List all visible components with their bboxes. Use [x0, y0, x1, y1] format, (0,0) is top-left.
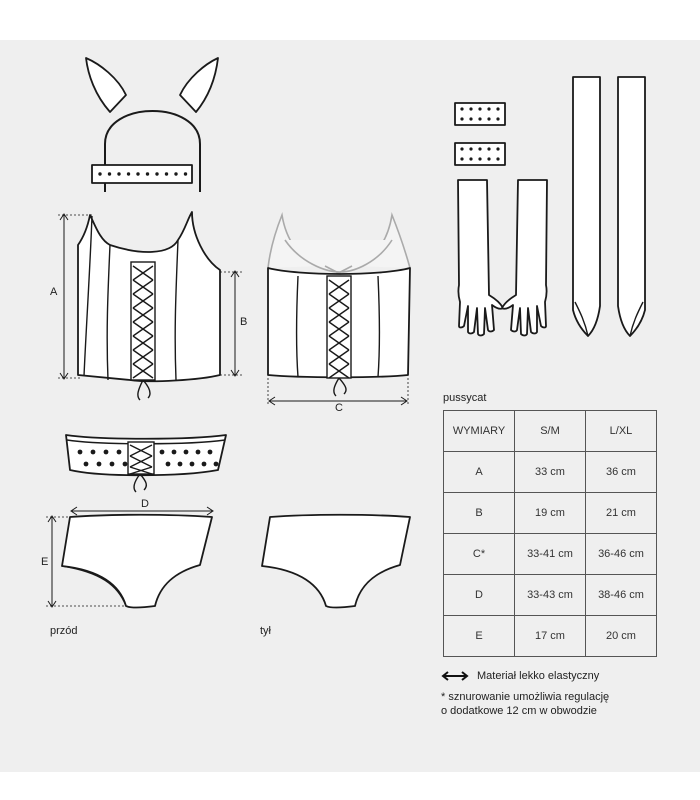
stud: [460, 107, 463, 110]
table-row: [444, 575, 657, 616]
label-front: przód: [50, 625, 78, 637]
table-cell: 20 cm: [586, 616, 657, 657]
stud: [127, 172, 130, 175]
panties-back: [262, 515, 410, 608]
studded-cuffs: [455, 103, 505, 165]
stud: [174, 172, 177, 175]
table-row: [444, 452, 657, 493]
footnote: [441, 690, 609, 718]
stud: [496, 147, 499, 150]
stud: [202, 462, 207, 467]
stud: [78, 450, 83, 455]
table-cell: 19 cm: [515, 493, 586, 534]
stud: [478, 147, 481, 150]
table-title: pussycat: [443, 392, 487, 404]
stud: [496, 157, 499, 160]
stud: [487, 107, 490, 110]
stud: [104, 450, 109, 455]
table-cell: D: [444, 575, 515, 616]
corset-front: [78, 212, 220, 400]
stud: [487, 147, 490, 150]
stud: [117, 450, 122, 455]
footnote-line-2: o dodatkowe 12 cm w obwodzie: [441, 705, 597, 717]
stud: [155, 172, 158, 175]
stud: [160, 450, 165, 455]
corset-back: [268, 215, 410, 396]
stud: [469, 117, 472, 120]
table-cell: A: [444, 452, 515, 493]
stud: [460, 157, 463, 160]
size-table: [443, 410, 657, 657]
stud: [478, 107, 481, 110]
long-gloves: [458, 180, 547, 336]
table-cell: E: [444, 616, 515, 657]
label-b: B: [240, 316, 248, 328]
table-row: [444, 534, 657, 575]
garment-drawings: [0, 40, 700, 772]
stud: [487, 157, 490, 160]
stud: [117, 172, 120, 175]
table-header-row: [444, 411, 657, 452]
panties-front: [62, 515, 212, 608]
table-header-cell: L/XL: [586, 411, 657, 452]
stud: [469, 107, 472, 110]
stud: [496, 117, 499, 120]
table-cell: 33-43 cm: [515, 575, 586, 616]
stud: [110, 462, 115, 467]
stud: [91, 450, 96, 455]
stud: [178, 462, 183, 467]
stockings: [573, 77, 645, 336]
stud: [165, 172, 168, 175]
dimension-b: [220, 271, 242, 376]
table-cell: 33 cm: [515, 452, 586, 493]
table-cell: C*: [444, 534, 515, 575]
label-d: D: [141, 498, 149, 510]
table-cell: 33-41 cm: [515, 534, 586, 575]
studded-belt: [66, 435, 226, 492]
studded-choker: [92, 165, 192, 183]
stud: [123, 462, 128, 467]
stud: [478, 117, 481, 120]
stud: [478, 157, 481, 160]
table-header-cell: S/M: [515, 411, 586, 452]
stud: [84, 462, 89, 467]
table-row: [444, 493, 657, 534]
footnote-line-1: * sznurowanie umożliwia regulację: [441, 691, 610, 703]
legend: [441, 670, 599, 682]
stud: [172, 450, 177, 455]
stud: [98, 172, 101, 175]
table-cell: 36-46 cm: [586, 534, 657, 575]
stud: [166, 462, 171, 467]
stud: [460, 147, 463, 150]
stud: [460, 117, 463, 120]
label-c: C: [335, 402, 343, 414]
stud: [136, 172, 139, 175]
table-cell: B: [444, 493, 515, 534]
legend-text: Materiał lekko elastyczny: [477, 670, 600, 682]
stud: [184, 172, 187, 175]
stud: [487, 117, 490, 120]
product-diagram: [0, 40, 700, 772]
double-arrow-icon: [441, 671, 469, 681]
stud: [146, 172, 149, 175]
label-a: A: [50, 286, 58, 298]
stud: [190, 462, 195, 467]
table-cell: 21 cm: [586, 493, 657, 534]
stud: [196, 450, 201, 455]
label-back: tył: [260, 625, 271, 637]
stud: [496, 107, 499, 110]
table-cell: 36 cm: [586, 452, 657, 493]
table-cell: 38-46 cm: [586, 575, 657, 616]
stud: [469, 147, 472, 150]
stud: [214, 462, 219, 467]
stud: [184, 450, 189, 455]
stud: [108, 172, 111, 175]
table-header-cell: WYMIARY: [444, 411, 515, 452]
table-cell: 17 cm: [515, 616, 586, 657]
stud: [469, 157, 472, 160]
table-row: [444, 616, 657, 657]
stud: [97, 462, 102, 467]
stud: [208, 450, 213, 455]
label-e: E: [41, 556, 49, 568]
